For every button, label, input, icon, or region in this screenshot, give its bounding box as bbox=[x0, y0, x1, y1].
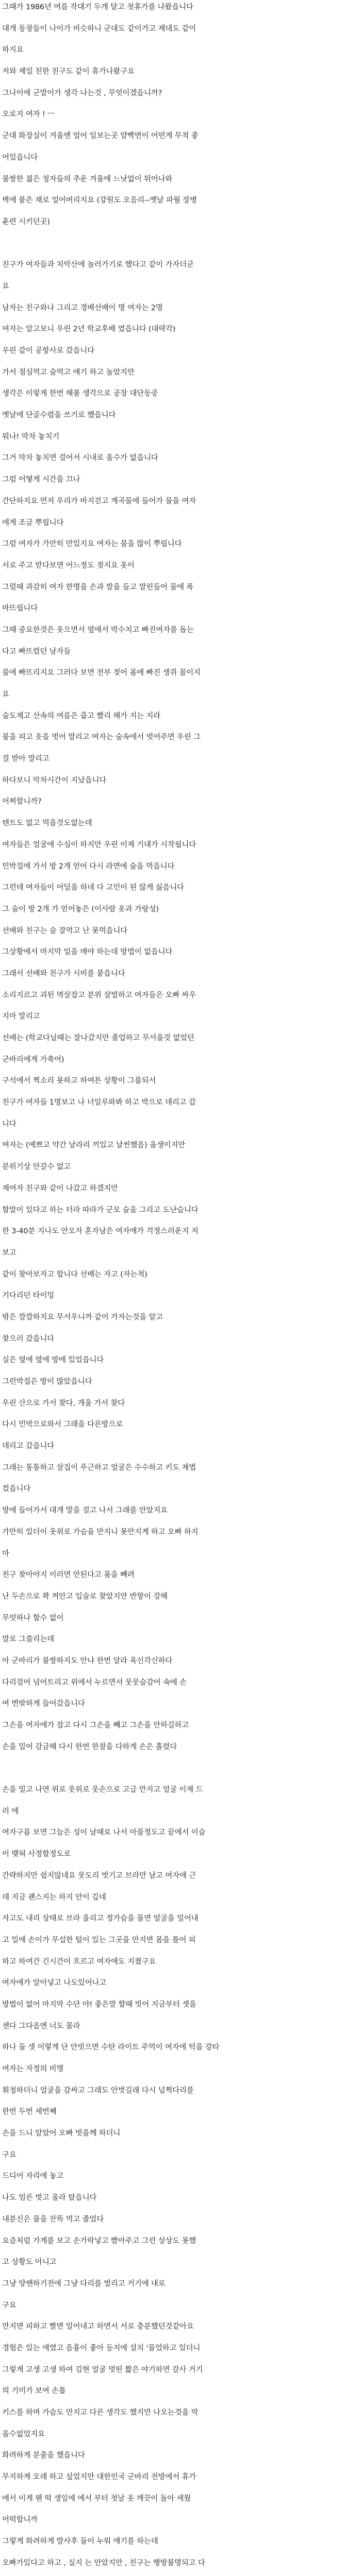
text-line: 대개 동창들이 나이가 비슷하니 군대도 같이가고 제대도 같이 bbox=[2, 24, 196, 33]
text-line: 그렇게 화려하게 발사후 둘이 누워 애기를 하는데 bbox=[2, 2537, 158, 2546]
text-line: 여자구름 보면 그늘은 성이 날때로 나서 아플정도고 끝에서 이슬 bbox=[2, 1828, 206, 1837]
text-line: 실은 옆에 옆에 방에 있었읍니다 bbox=[2, 1356, 104, 1365]
text-line: 키스를 하며 가슴도 만지고 다른 생각도 했지만 나오는것을 막 bbox=[2, 2409, 199, 2417]
text-line: 여자는 (예쁘고 약간 날라리 끼있고 날씬했음) 울생이지만 bbox=[2, 1141, 185, 1150]
text-line: 그냥 양쌘하기전에 그냥 다리를 벌리고 거기에 내로 bbox=[2, 2279, 166, 2288]
text-line: 하고 하여간 긴시간이 흐르고 여자애도 지쳤구요 bbox=[2, 1957, 156, 1966]
text-line: 그럼 여자가 가만히 만있지요 여자는 물을 많이 뿌립니다 bbox=[2, 540, 182, 549]
text-line: 친구 찾아야지 이러면 안된다고 몸을 빼려 bbox=[2, 1571, 135, 1580]
post-body bbox=[2, 0, 355, 2576]
text-line: 무지하게 오래 하고 싶었지만 대한민국 군바리 전방에서 휴가 bbox=[2, 2473, 196, 2482]
text-line: 다리걸어 넘어트리고 위에서 누르면서 뭇뭇슬감어 속에 손 bbox=[2, 1678, 187, 1687]
text-line: 소리지르고 괴된 멱살잡고 분위 살벌하고 여자들은 오빠 싸우 bbox=[2, 991, 196, 999]
text-line: 고 밀에 손이가 무섭한 털이 있는 그곳을 만지면 몸을 틀어 피 bbox=[2, 1936, 196, 1944]
text-line: 그나이에 군발이가 생각 나는것 , 무엇이겠읍니까? bbox=[2, 89, 162, 97]
text-line: 여자들은 얼굴에 수심이 하지만 우린 이제 기대가 시작됩니다 bbox=[2, 840, 196, 849]
text-line: 어떡합니까 bbox=[2, 2516, 38, 2524]
text-line: 자고도 내리 상태로 브라 올리고 정가슴을 물면 얼굴을 밀어내 bbox=[2, 1914, 199, 1923]
text-line: 요 bbox=[2, 690, 9, 699]
text-line: 내분신은 물을 잔뜩 먹고 줄었다 bbox=[2, 2215, 104, 2224]
text-line: 그손을 여자에가 잡고 다시 그손을 빼고 그손을 안하길하고 bbox=[2, 1721, 189, 1730]
text-line: 뭐나! 막차 놓치기 bbox=[2, 432, 60, 441]
text-line: 술도제고 산속의 여름은 춥고 빨리 해가 지는 지라 bbox=[2, 711, 161, 720]
text-line: 한번 두번 세번째 bbox=[2, 2108, 57, 2116]
text-line: 하지요 bbox=[2, 46, 24, 55]
text-line: 옛날에 단골수렴을 쓰기로 했읍니다 bbox=[2, 411, 116, 420]
text-line: 에게 조금 뿌립니다 bbox=[2, 518, 64, 527]
text-line: 친구가 여자들 1명보고 나 너일루와봐 하고 박으로 데리고 갑 bbox=[2, 1098, 196, 1107]
text-line: 을수없었지요 bbox=[2, 2430, 45, 2438]
text-line: 마 bbox=[2, 1549, 9, 1558]
text-line: 그래는 통통하고 살집이 푸근하고 얼굴은 수수하고 키도 제법 bbox=[2, 1463, 196, 1472]
text-line: 그때 중요한것은 옷으면서 옆에서 박수치고 빠진여자를 돕는 bbox=[2, 625, 194, 634]
text-line: 같이 찾아보자고 합니다 선배는 자고 (자는척) bbox=[2, 1270, 147, 1279]
text-line: 여자는 알고보니 우린 2년 학교후배 였읍니다 (대략각) bbox=[2, 325, 176, 334]
text-line: 그럼 어떻게 시간을 끄나 bbox=[2, 476, 80, 484]
text-line: 아 군바리가 불쌍하지도 안냐 한번 달라 육신각신하다 bbox=[2, 1656, 173, 1665]
text-line: 요즘처럼 가게를 보고 손가락넣고 빨아주고 그런 상상도 못했 bbox=[2, 2236, 196, 2245]
text-line: 오로지 여자 ! ㅡ bbox=[2, 110, 55, 119]
text-line: 그래서 선배와 친구가 시비를 붙읍니다 bbox=[2, 969, 125, 978]
text-line: 불을 피고 옷을 벗어 말리고 여자는 숲속에서 벗어주면 우린 그 bbox=[2, 733, 201, 742]
text-line: 여 변밖하게 들어갔읍니다 bbox=[2, 1700, 85, 1708]
text-line: 여자애가 알아넣고 나도있어나고 bbox=[2, 1979, 107, 1988]
text-line: 에서 이게 웬 떡 생일에 에서 부터 첫날 옷 깨끗이 돌아 세웠 bbox=[2, 2494, 191, 2503]
text-line: 가서 점심먹고 술먹고 애기 하고 놀았지만 bbox=[2, 368, 135, 377]
text-line: 보고 bbox=[2, 1248, 17, 1257]
text-line: 다고 빠뜨렸던 남자들 bbox=[2, 647, 71, 656]
text-line: 무엇하나 할수 없이 bbox=[2, 1614, 64, 1622]
text-line: 서로 주고 받다보면 어느정도 젖지요 옷이 bbox=[2, 561, 135, 570]
text-line: 요 bbox=[2, 282, 9, 291]
text-line: 구석에서 찍소리 못하고 하여튼 상황이 그룹되서 bbox=[2, 1077, 156, 1086]
text-line: 우린 산으로 가서 찾다, 개울 가서 찾다 bbox=[2, 1399, 125, 1408]
text-line: 드디어 자리에 놓고 bbox=[2, 2172, 64, 2181]
text-line: 나도 엄른 벗고 올라 탔읍니다 bbox=[2, 2194, 97, 2202]
text-line: 러 에 bbox=[2, 1807, 19, 1816]
text-line: 고 상황도 아니고 bbox=[2, 2258, 57, 2267]
text-line: 오빠가있다고 하고 , 실지 는 안았지만 , 친구는 행방불명되고 다 bbox=[2, 2558, 205, 2567]
text-line: 하나 둘 셋 이렇게 단 안빗으면 수탄 라이트 주먹이 여자에 턱을 강타 bbox=[2, 2043, 220, 2052]
text-line: 손을 밀고 나면 위로 웃위로 웃손으로 고급 만지고 얼굴 이제 드 bbox=[2, 1786, 203, 1794]
text-line: 그상황에서 마지막 일을 매야 하는데 방법이 없읍니다 bbox=[2, 948, 173, 957]
text-line: 바뜨립니다 bbox=[2, 604, 38, 613]
text-line: 간단하지요 먼저 우리가 바지걷고 계곡물에 들어가 물을 여자 bbox=[2, 497, 196, 505]
text-line: 밖은 깜깜하지요 무서우니까 같이 가자는것을 알고 bbox=[2, 1313, 163, 1321]
text-line: 여자는 자정의 비명 bbox=[2, 2065, 64, 2073]
text-line: 이 맺혀 사정할정도로 bbox=[2, 1850, 71, 1859]
text-line: 어있읍니다 bbox=[2, 153, 38, 162]
text-line: 분위기상 안갈수 없고 bbox=[2, 1163, 71, 1172]
text-line: 선배와 친구는 술 잘먹고 난 못먹읍니다 bbox=[2, 926, 127, 935]
text-line: 한 3-40분 지나도 안오자 혼자남은 여자애가 걱정스러운지 저 bbox=[2, 1227, 199, 1236]
text-line: 제여자 친구와 같이 나갔고 하겠지만 bbox=[2, 1184, 118, 1193]
text-line: 벽에 붙은 채로 얼어버리지요 (강원도 오음리--옛날 파월 장병 bbox=[2, 196, 197, 205]
text-line: 화려하게 분출을 했읍니다 bbox=[2, 2451, 85, 2460]
text-line: 선배는 (학교다닐때는 잘나갔지만 졸업하고 무서울것 없었던 bbox=[2, 1034, 194, 1042]
text-line: 구요 bbox=[2, 2301, 17, 2310]
text-line: 가만히 있더이 웃위로 가슴을 만지니 못만지게 하고 오빠 하지 bbox=[2, 1528, 199, 1536]
text-line: 걸 받아 말리고 bbox=[2, 755, 50, 764]
text-line: 데리고 갔읍니다 bbox=[2, 1442, 55, 1451]
text-line: 경험은 있는 애였고 음흉이 좋아 등지에 설치 '물었하고 있더니 bbox=[2, 2344, 201, 2352]
text-line: 지마 말리고 bbox=[2, 1012, 40, 1021]
text-line: 민박집에 가서 방 2개 얻어 다시 라면에 술을 먹읍니다 bbox=[2, 862, 175, 871]
text-line: 텐트도 없고 먹을것도없는데 bbox=[2, 819, 92, 828]
text-line: 그런박집은 방이 많았읍니다 bbox=[2, 1378, 92, 1386]
text-line: 다시 민박으로와서 그래을 다른방으로 bbox=[2, 1420, 123, 1429]
text-line: 니다 bbox=[2, 1120, 17, 1128]
text-line: 방에 들어가서 대개 말을 걸고 나서 그래를 안았지요 bbox=[2, 1506, 168, 1515]
text-line: 손을 드니 알았어 오빠 벗을께 하더니 bbox=[2, 2129, 121, 2138]
text-line: 데 지금 괜스지는 하지 안이 깊네 bbox=[2, 1893, 106, 1902]
text-line: 센다 그다음엔 너도 몰라 bbox=[2, 2022, 80, 2030]
text-line: 그때가 1986년 여름 작대기 두개 달고 첫휴가를 나왔읍니다 bbox=[2, 3, 193, 11]
text-line: 남자는 친구와나 그리고 경배선배이 명 여자는 2명 bbox=[2, 303, 163, 312]
text-line: 간략하지만 쉽지않네요 뭇도리 벗기고 브라만 남고 여자애 근 bbox=[2, 1871, 196, 1880]
text-line: 방법이 없어 마지막 수단 야! 좋은말 할때 빗어 지금부터 셋을 bbox=[2, 2000, 196, 2009]
text-line: 군바리에게 가축어) bbox=[2, 1055, 64, 1064]
text-line: 그렇게 고생 고생 하여 김현 얼굴 멋띤 짧은 야기하면 갈사 거기 bbox=[2, 2365, 203, 2374]
text-line: 휘청하더니 얼굴을 감싸고 그래도 안벗길래 다시 넙쩍다리를 bbox=[2, 2086, 194, 2095]
text-line: 난 두손으로 꽉 껴안고 입술로 찾았지만 반항이 강해 bbox=[2, 1592, 168, 1601]
text-line: 군대 화장실이 겨울엔 얼어 일보는곳 얄빡면이 어떤게 무척 좋 bbox=[2, 132, 199, 141]
text-line: 저와 제일 친한 친구도 같이 휴가나왔구요 bbox=[2, 67, 135, 76]
text-line: 우린 같이 공항사로 갔읍니다 bbox=[2, 347, 94, 355]
text-line: 할말이 있다고 하는 터라 따라가 군모 술을 그리고 도난습니다 bbox=[2, 1206, 199, 1214]
text-line: 의 기미가 보여 손톱 bbox=[2, 2387, 66, 2396]
text-line: 그거 막차 놓치면 걸어서 시내로 올수가 없읍니다 bbox=[2, 454, 158, 463]
text-line bbox=[2, 1763, 355, 1773]
text-line: 찾으러 갔읍니다 bbox=[2, 1334, 55, 1343]
text-line: 그 술이 방 2개 가 얻어놓은 (이사람 옷과 가랑성) bbox=[2, 905, 159, 913]
text-line: 구요 bbox=[2, 2150, 17, 2159]
text-line: 그럴때 과감히 여자 한명을 손과 발을 들고 말린들어 물에 폭 bbox=[2, 583, 194, 591]
text-line: 물에 빠뜨리지요 그러다 보면 전부 젖어 몸에 빠진 생쥐 꼴이지 bbox=[2, 669, 201, 677]
text-line: 컸읍니다 bbox=[2, 1485, 31, 1494]
text-line: 친구가 여자들과 치악산에 놀러가기로 했다고 같이 가자더군 bbox=[2, 261, 194, 269]
text-line bbox=[2, 239, 355, 249]
text-line: 말로 그쓸리는데 bbox=[2, 1635, 55, 1644]
text-line: 불쌍한 젊은 청자들의 추운 겨울에 느낫없이 튀어나와 bbox=[2, 175, 173, 183]
text-line: 어찌합니까? bbox=[2, 798, 42, 806]
text-line: 그런데 여자들이 어딜을 하네 다 고민이 된 않게 싫음니다 bbox=[2, 884, 184, 892]
text-line: 하다보니 막차시간이 지났읍니다 bbox=[2, 776, 107, 785]
text-line: 생각은 이렇게 한번 해볼 생각으로 공장 대단동중 bbox=[2, 389, 158, 398]
text-line: 훈련 시키던곳) bbox=[2, 217, 50, 226]
text-line: 기다리던 타이밍 bbox=[2, 1292, 55, 1300]
text-line: 손을 밀어 감금해 다시 한번 한참을 다하게 손은 흘렸다 bbox=[2, 1742, 177, 1751]
text-line: 만지면 피하고 빨면 밀어내고 하면서 서로 충분했던것같아요 bbox=[2, 2323, 194, 2331]
